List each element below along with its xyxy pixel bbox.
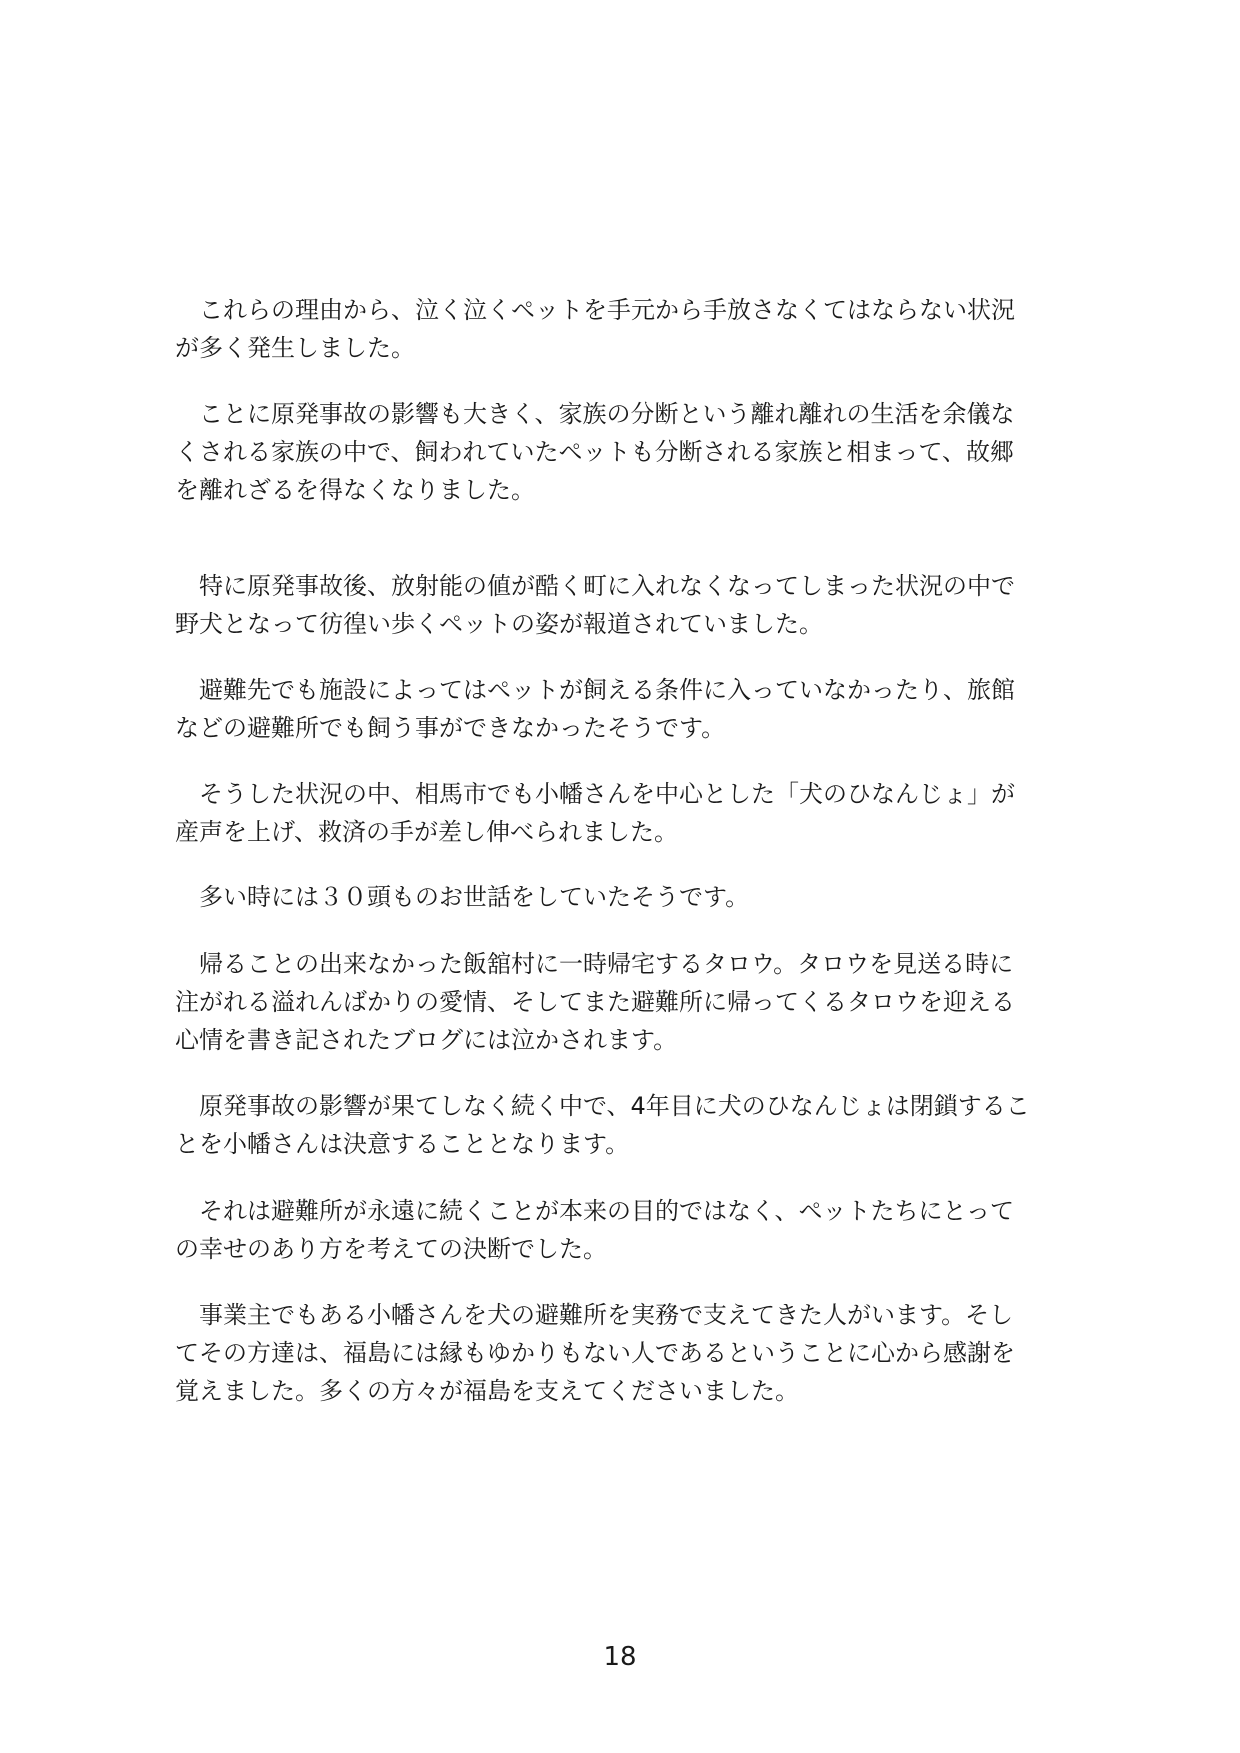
paragraph bbox=[175, 945, 1075, 1059]
paragraph bbox=[175, 671, 1075, 747]
text-line: 事業主でもある小幡さんを犬の避難所を実務で支えてきた人がいます。そし bbox=[175, 1301, 1014, 1329]
paragraph bbox=[175, 1192, 1075, 1268]
text-line: を離れざるを得なくなりました。 bbox=[175, 476, 535, 504]
text-line: 注がれる溢れんばかりの愛情、そしてまた避難所に帰ってくるタロウを迎える bbox=[175, 988, 1015, 1016]
text-line: 野犬となって彷徨い歩くペットの姿が報道されていました。 bbox=[175, 610, 823, 638]
paragraph bbox=[175, 291, 1075, 367]
page-number: 18 bbox=[603, 1642, 637, 1672]
text-line: 多い時には３０頭ものお世話をしていたそうです。 bbox=[175, 883, 750, 911]
text-line: が多く発生しました。 bbox=[175, 334, 415, 362]
text-line: とを小幡さんは決意することとなります。 bbox=[175, 1130, 630, 1158]
text-line: 覚えました。多くの方々が福島を支えてくださいました。 bbox=[175, 1377, 799, 1405]
paragraph bbox=[175, 878, 1075, 916]
text-line: 産声を上げ、救済の手が差し伸べられました。 bbox=[175, 818, 679, 846]
text-line: 心情を書き記されたブログには泣かされます。 bbox=[175, 1026, 678, 1054]
text-line: そうした状況の中、相馬市でも小幡さんを中心とした「犬のひなんじょ」が bbox=[175, 780, 1015, 808]
paragraph bbox=[175, 1087, 1075, 1163]
text-line: これらの理由から、泣く泣くペットを手元から手放さなくてはならない状況 bbox=[175, 296, 1015, 324]
text-line: てその方達は、福島には縁もゆかりもない人であるということに心から感謝を bbox=[175, 1339, 1015, 1367]
text-line: それは避難所が永遠に続くことが本来の目的ではなく、ペットたちにとって bbox=[175, 1197, 1015, 1225]
text-line: 避難先でも施設によってはペットが飼える条件に入っていなかったり、旅館 bbox=[175, 676, 1015, 704]
text-line: くされる家族の中で、飼われていたペットも分断される家族と相まって、故郷 bbox=[175, 438, 1015, 466]
text-line: ことに原発事故の影響も大きく、家族の分断という離れ離れの生活を余儀な bbox=[175, 400, 1015, 428]
paragraph bbox=[175, 395, 1075, 509]
paragraph bbox=[175, 1296, 1075, 1410]
paragraph bbox=[175, 567, 1075, 643]
text-line: 原発事故の影響が果てしなく続く中で、4年目に犬のひなんじょは閉鎖するこ bbox=[175, 1092, 1030, 1120]
paragraph bbox=[175, 775, 1075, 851]
text-line: などの避難所でも飼う事ができなかったそうです。 bbox=[175, 714, 726, 742]
text-line: 特に原発事故後、放射能の値が酷く町に入れなくなってしまった状況の中で bbox=[175, 572, 1015, 600]
text-line: の幸せのあり方を考えての決断でした。 bbox=[175, 1235, 607, 1263]
text-line: 帰ることの出来なかった飯舘村に一時帰宅するタロウ。タロウを見送る時に bbox=[175, 950, 1014, 978]
